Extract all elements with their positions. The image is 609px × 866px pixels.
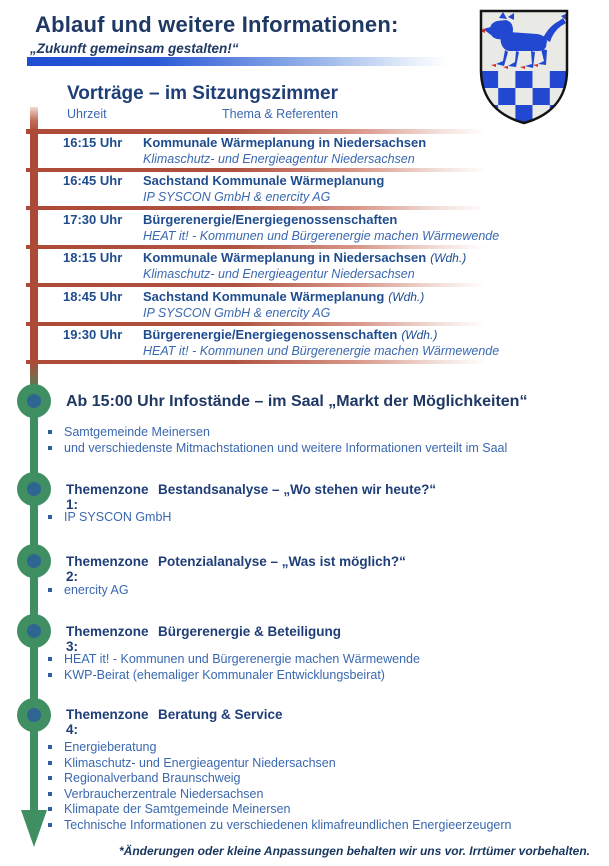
- page-slogan: „Zukunft gemeinsam gestalten!“: [30, 41, 239, 56]
- row-speaker: HEAT it! - Kommunen und Bürgerenergie machen Wärmewende: [143, 229, 500, 243]
- timeline-dot-icon: [17, 544, 51, 578]
- list-item: [48, 668, 420, 684]
- footer-note: *Änderungen oder kleine Anpassungen behalten wir uns vor. Irrtümer vorbehalten.: [119, 844, 590, 858]
- list-item: [48, 802, 512, 818]
- timeline-dot-core: [27, 482, 41, 496]
- row-speaker: Klimaschutz- und Energieagentur Niedersachsen: [143, 152, 415, 166]
- row-time: 17:30 Uhr: [63, 212, 123, 227]
- zone-bullet-list: [48, 652, 420, 683]
- list-item: [48, 583, 129, 599]
- page-title: Ablauf und weitere Informationen:: [35, 12, 399, 37]
- row-title: Kommunale Wärmeplanung in Niedersachsen: [143, 250, 427, 265]
- list-item-label: Klimapate der Samtgemeinde Meinersen: [64, 802, 291, 816]
- zone-title: Potenzialanalyse – „Was ist möglich?“: [158, 554, 406, 569]
- zone-heading: [66, 624, 341, 654]
- list-item: [48, 818, 512, 834]
- table-row-separator: [26, 206, 486, 210]
- list-item: [48, 652, 420, 668]
- column-header-topic: Thema & Referenten: [222, 107, 339, 121]
- row-suffix: (Wdh.): [388, 290, 425, 304]
- row-time: 16:15 Uhr: [63, 135, 123, 150]
- table-row: [63, 135, 583, 167]
- list-item-label: Regionalverband Braunschweig: [64, 771, 241, 785]
- zone-label: Themenzone 3:: [66, 624, 149, 654]
- square-bullet-icon: [48, 446, 52, 450]
- square-bullet-icon: [48, 657, 52, 661]
- row-time: 16:45 Uhr: [63, 173, 123, 188]
- row-time: 19:30 Uhr: [63, 327, 123, 342]
- table-row-separator: [26, 129, 486, 134]
- arrow-down-icon: [21, 810, 47, 847]
- row-time: 18:15 Uhr: [63, 250, 123, 265]
- zone-label: Themenzone 4:: [66, 707, 149, 737]
- schedule-heading: Vorträge – im Sitzungszimmer: [67, 83, 338, 104]
- square-bullet-icon: [48, 776, 52, 780]
- zone-label: Themenzone 2:: [66, 554, 149, 584]
- list-item-label: Samtgemeinde Meinersen: [64, 425, 210, 439]
- infostand-heading: Ab 15:00 Uhr Infostände – im Saal „Markt der Möglichkeiten“: [66, 393, 528, 410]
- list-item-label: HEAT it! - Kommunen und Bürgerenergie machen Wärmewende: [64, 652, 420, 666]
- timeline-dot-core: [27, 708, 41, 722]
- list-item-label: Verbraucherzentrale Niedersachsen: [64, 786, 264, 801]
- table-row: [63, 289, 583, 321]
- row-title: Kommunale Wärmeplanung in Niedersachsen: [143, 135, 427, 150]
- list-item: [48, 510, 171, 526]
- table-row: [63, 327, 583, 359]
- row-speaker: IP SYSCON GmbH & enercity AG: [143, 190, 331, 204]
- table-row-separator: [26, 360, 486, 364]
- list-item-label: Energieberatung: [64, 740, 157, 754]
- timeline-dot-icon: [17, 472, 51, 506]
- column-header-time: Uhrzeit: [67, 107, 107, 121]
- timeline-dot-core: [27, 624, 41, 638]
- timeline-dot-core: [27, 394, 41, 408]
- square-bullet-icon: [48, 673, 52, 677]
- zone-title: Bürgerenergie & Beteiligung: [158, 624, 342, 639]
- table-row: [63, 250, 583, 282]
- square-bullet-icon: [48, 761, 52, 765]
- zone-heading: [66, 707, 283, 737]
- row-suffix: (Wdh.): [401, 328, 438, 342]
- list-item-label: Technische Informationen zu verschiedenen klimafreundlichen Energieerzeugern: [64, 817, 512, 832]
- zone-bullet-list: [48, 510, 171, 526]
- row-title: Sachstand Kommunale Wärmeplanung: [143, 173, 385, 188]
- row-time: 18:45 Uhr: [63, 289, 123, 304]
- coat-of-arms-icon: [477, 8, 571, 126]
- list-item: [48, 756, 512, 772]
- list-item: [48, 441, 507, 457]
- zone-heading: [66, 482, 436, 512]
- zone-title: Bestandsanalyse – „Wo stehen wir heute?“: [158, 482, 437, 497]
- list-item: [48, 425, 507, 441]
- table-row-separator: [26, 168, 486, 172]
- row-suffix: (Wdh.): [430, 251, 467, 265]
- row-speaker: IP SYSCON GmbH & enercity AG: [143, 306, 331, 320]
- square-bullet-icon: [48, 823, 52, 827]
- square-bullet-icon: [48, 745, 52, 749]
- timeline-dot-icon: [17, 384, 51, 418]
- square-bullet-icon: [48, 807, 52, 811]
- table-row-separator: [26, 283, 486, 287]
- zone-title: Beratung & Service: [158, 707, 283, 722]
- square-bullet-icon: [48, 588, 52, 592]
- list-item: [48, 771, 512, 787]
- row-title: Bürgerenergie/Energiegenossenschaften: [143, 327, 398, 342]
- table-row-separator: [26, 245, 486, 249]
- list-item-label: KWP-Beirat (ehemaliger Kommunaler Entwicklungsbeirat): [64, 667, 385, 682]
- square-bullet-icon: [48, 792, 52, 796]
- zone-label: Themenzone 1:: [66, 482, 149, 512]
- list-item-label: IP SYSCON GmbH: [64, 510, 172, 524]
- table-row-separator: [26, 322, 486, 326]
- list-item-label: und verschiedenste Mitmachstationen und weitere Informationen verteilt im Saal: [64, 440, 508, 455]
- infostand-bullet-list: [48, 425, 507, 456]
- timeline-dot-core: [27, 554, 41, 568]
- list-item: [48, 740, 512, 756]
- table-row: [63, 173, 583, 205]
- row-speaker: HEAT it! - Kommunen und Bürgerenergie machen Wärmewende: [143, 344, 500, 358]
- table-row: [63, 212, 583, 244]
- row-speaker: Klimaschutz- und Energieagentur Niedersachsen: [143, 267, 415, 281]
- list-item-label: Klimaschutz- und Energieagentur Niedersachsen: [64, 755, 336, 770]
- timeline-dot-icon: [17, 698, 51, 732]
- zone-bullet-list: [48, 583, 129, 599]
- square-bullet-icon: [48, 515, 52, 519]
- list-item: [48, 787, 512, 803]
- zone-heading: [66, 554, 406, 584]
- header-divider-bar: [27, 57, 449, 66]
- timeline-dot-icon: [17, 614, 51, 648]
- zone-bullet-list: [48, 740, 512, 833]
- row-title: Sachstand Kommunale Wärmeplanung: [143, 289, 385, 304]
- row-title: Bürgerenergie/Energiegenossenschaften: [143, 212, 398, 227]
- list-item-label: enercity AG: [64, 583, 129, 597]
- square-bullet-icon: [48, 430, 52, 434]
